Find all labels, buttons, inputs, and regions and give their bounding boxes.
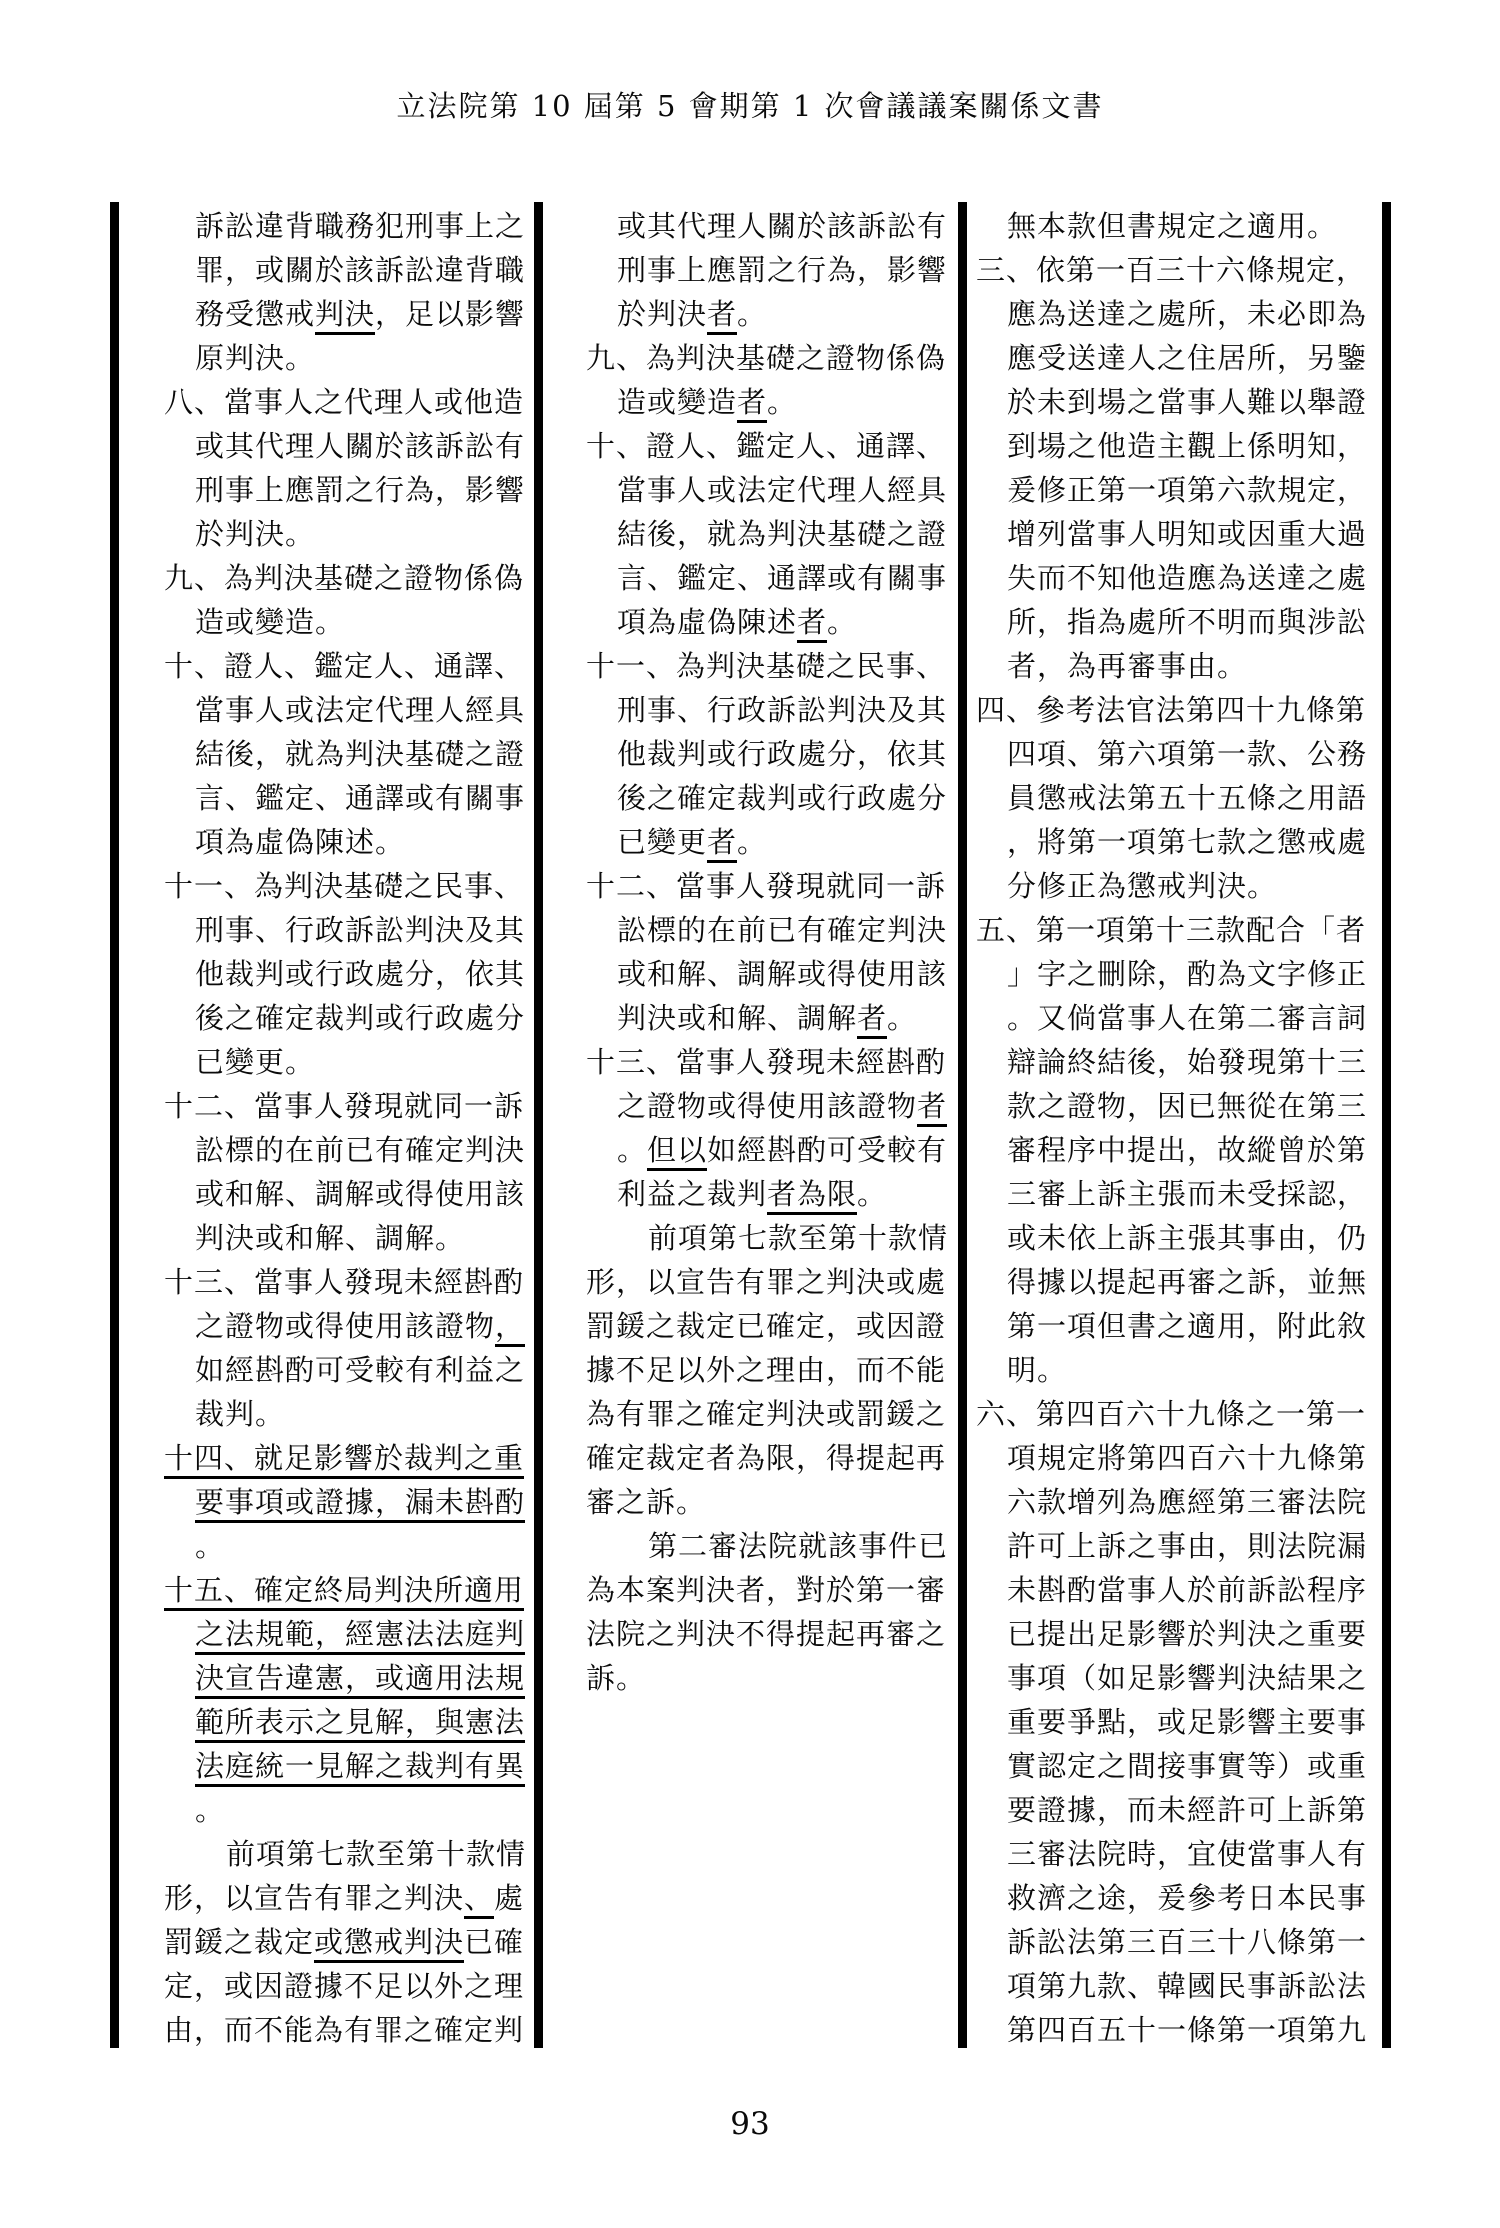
text-line — [976, 688, 1396, 732]
text-segment: 裁判。 — [195, 1397, 286, 1431]
text-line — [586, 1128, 1006, 1172]
text-line — [164, 1744, 584, 1788]
text-segment: 第四百五十一條第一項第九 — [1007, 2013, 1368, 2047]
text-segment: 十一、為判決基礎之民事、 — [164, 869, 525, 903]
underlined-text: 者 — [707, 297, 737, 335]
text-segment: 定，或因證據不足以外之理 — [164, 1969, 525, 2003]
text-segment: 項第九款、韓國民事訴訟法 — [1007, 1969, 1368, 2003]
text-line — [976, 1876, 1396, 1920]
underlined-text: 、 — [464, 1881, 494, 1919]
text-segment: 所，指為處所不明而與涉訟 — [1007, 605, 1368, 639]
text-line — [164, 1788, 584, 1832]
underlined-text: 法庭統一見解之裁判有異 — [195, 1749, 525, 1787]
text-line — [976, 952, 1396, 996]
underlined-text: 判決 — [315, 297, 375, 335]
text-line — [586, 1084, 1006, 1128]
text-segment: 造或變造。 — [195, 605, 346, 639]
column-1 — [164, 204, 584, 2052]
text-segment: 言、鑑定、通譯或有關事 — [195, 781, 526, 815]
text-segment: 訟標的在前已有確定判決 — [195, 1133, 526, 1167]
text-segment: 。 — [737, 825, 768, 859]
text-line — [976, 248, 1396, 292]
text-segment: 形，以宣告有罪之判決或處 — [586, 1265, 947, 1299]
text-line — [164, 600, 584, 644]
text-segment: 得據以提起再審之訴，並無 — [1007, 1265, 1368, 1299]
text-segment: 前項第七款至第十款情 — [226, 1837, 527, 1871]
page-title: 立法院第 10 屆第 5 會期第 1 次會議議案關係文書 — [396, 89, 1104, 123]
text-segment: 利益之裁判 — [617, 1177, 768, 1211]
text-segment: 判決或和解、調解 — [617, 1001, 858, 1035]
text-line — [976, 204, 1396, 248]
text-segment: 他裁判或行政處分，依其 — [617, 737, 948, 771]
text-line — [976, 1964, 1396, 2008]
text-segment: 明。 — [1007, 1353, 1068, 1387]
text-line — [164, 1480, 584, 1524]
text-line — [164, 468, 584, 512]
text-segment: 後之確定裁判或行政處分 — [195, 1001, 526, 1035]
text-line — [976, 468, 1396, 512]
text-line — [586, 1436, 1006, 1480]
text-segment: 款之證物，因已無從在第三 — [1007, 1089, 1368, 1123]
text-line — [976, 908, 1396, 952]
text-segment: 罪，或關於該訴訟違背職 — [195, 253, 526, 287]
underlined-text: 或懲戒判決 — [314, 1925, 464, 1963]
text-line — [976, 424, 1396, 468]
text-line — [164, 1084, 584, 1128]
text-line — [976, 1524, 1396, 1568]
text-segment: 已確 — [464, 1925, 525, 1959]
text-line — [586, 1260, 1006, 1304]
text-segment: 。 — [887, 1001, 918, 1035]
text-line — [586, 1348, 1006, 1392]
text-segment: 十二、當事人發現就同一訴 — [164, 1089, 525, 1123]
text-line — [164, 1436, 584, 1480]
text-segment: 。 — [767, 385, 798, 419]
underlined-text: 要事項或證據，漏未斟酌 — [195, 1485, 525, 1523]
text-segment: 者，為再審事由。 — [1007, 649, 1248, 683]
text-segment: 無本款但書規定之適用。 — [1007, 209, 1338, 243]
text-line — [586, 1040, 1006, 1084]
text-line — [164, 644, 584, 688]
text-line — [164, 1392, 584, 1436]
text-segment: 到場之他造主觀上係明知， — [1007, 429, 1368, 463]
text-line — [164, 512, 584, 556]
text-line — [586, 1392, 1006, 1436]
text-segment: 項為虛偽陳述 — [617, 605, 798, 639]
text-segment: 六、第四百六十九條之一第一 — [976, 1397, 1367, 1431]
text-line — [586, 1216, 1006, 1260]
text-line — [976, 1040, 1396, 1084]
text-line — [976, 292, 1396, 336]
text-line — [586, 644, 1006, 688]
text-segment: 三審上訴主張而未受採認， — [1007, 1177, 1368, 1211]
text-line — [164, 292, 584, 336]
text-segment: 確定裁定者為限，得提起再 — [586, 1441, 947, 1475]
text-segment: 十三、當事人發現未經斟酌 — [164, 1265, 525, 1299]
text-segment: 結後，就為判決基礎之證 — [195, 737, 526, 771]
text-segment: 。 — [737, 297, 768, 331]
text-segment: 或未依上訴主張其事由，仍 — [1007, 1221, 1368, 1255]
text-line — [976, 1788, 1396, 1832]
text-segment: 訴訟違背職務犯刑事上之 — [195, 209, 526, 243]
text-line — [164, 336, 584, 380]
text-line — [586, 688, 1006, 732]
text-segment: 第二審法院就該事件已 — [648, 1529, 949, 1563]
text-segment: 十、證人、鑑定人、通譯、 — [164, 649, 525, 683]
text-line — [164, 1128, 584, 1172]
underlined-text: 之法規範，經憲法法庭判 — [195, 1617, 525, 1655]
text-line — [976, 600, 1396, 644]
text-line — [164, 1612, 584, 1656]
text-segment: 罰鍰之裁定 — [164, 1925, 315, 1959]
text-line — [164, 952, 584, 996]
underlined-text: 十四、就足影響於裁判之重 — [164, 1441, 524, 1479]
text-segment: 失而不知他造應為送達之處 — [1007, 561, 1368, 595]
text-line — [586, 336, 1006, 380]
underlined-text: 範所表示之見解，與憲法 — [195, 1705, 525, 1743]
text-line — [586, 996, 1006, 1040]
text-line — [164, 1832, 584, 1876]
text-segment: ，足以影響 — [375, 297, 526, 331]
text-line — [976, 1216, 1396, 1260]
text-segment: 當事人或法定代理人經具 — [195, 693, 526, 727]
text-segment: 項規定將第四百六十九條第 — [1007, 1441, 1368, 1475]
text-segment: 處 — [494, 1881, 525, 1915]
text-line — [164, 776, 584, 820]
text-segment: 已提出足影響於判決之重要 — [1007, 1617, 1368, 1651]
text-segment: 言、鑑定、通譯或有關事 — [617, 561, 948, 595]
text-segment: 形，以宣告有罪之判決 — [164, 1881, 465, 1915]
text-line — [976, 732, 1396, 776]
text-line — [164, 1304, 584, 1348]
text-segment: 後之確定裁判或行政處分 — [617, 781, 948, 815]
column-2 — [586, 204, 1006, 1700]
text-segment: 。又倘當事人在第二審言詞 — [1007, 1001, 1368, 1035]
text-segment: 。 — [827, 605, 858, 639]
text-segment: 十二、當事人發現就同一訴 — [586, 869, 947, 903]
text-line — [164, 1700, 584, 1744]
text-segment: 辯論終結後，始發現第十三 — [1007, 1045, 1368, 1079]
text-line — [976, 2008, 1396, 2052]
text-line — [976, 1084, 1396, 1128]
text-segment: 四項、第六項第一款、公務 — [1007, 737, 1368, 771]
text-line — [164, 908, 584, 952]
text-line — [586, 1612, 1006, 1656]
text-line — [976, 1700, 1396, 1744]
text-line — [976, 1744, 1396, 1788]
text-segment: 十一、為判決基礎之民事、 — [586, 649, 947, 683]
underlined-text: 者 — [707, 825, 737, 863]
text-line — [976, 1128, 1396, 1172]
text-line — [976, 1392, 1396, 1436]
text-line — [586, 776, 1006, 820]
text-line — [976, 1568, 1396, 1612]
underlined-text: 者 — [737, 385, 767, 423]
text-line — [586, 248, 1006, 292]
text-line — [586, 820, 1006, 864]
text-segment: 分修正為懲戒判決。 — [1007, 869, 1278, 903]
underlined-text: 者為限 — [767, 1177, 857, 1215]
text-line — [586, 424, 1006, 468]
text-segment: 判決或和解、調解。 — [195, 1221, 466, 1255]
text-segment: 或和解、調解或得使用該 — [617, 957, 948, 991]
text-line — [164, 1568, 584, 1612]
text-line — [586, 600, 1006, 644]
underlined-text: 者 — [797, 605, 827, 643]
text-segment: 之證物或得使用該證物 — [195, 1309, 496, 1343]
page-number: 93 — [730, 2106, 770, 2142]
text-segment: 之證物或得使用該證物 — [617, 1089, 918, 1123]
text-line — [164, 1348, 584, 1392]
text-segment: 刑事上應罰之行為，影響 — [617, 253, 948, 287]
underlined-text: 者 — [917, 1089, 947, 1127]
text-segment: 。 — [195, 1793, 226, 1827]
text-line — [164, 380, 584, 424]
text-line — [976, 864, 1396, 908]
text-segment: 為有罪之確定判決或罰鍰之 — [586, 1397, 947, 1431]
text-segment: 。 — [857, 1177, 888, 1211]
underlined-text: 決宣告違憲，或適用法規 — [195, 1661, 525, 1699]
text-line — [164, 1260, 584, 1304]
text-segment: 於判決 — [617, 297, 708, 331]
text-segment: 六款增列為應經第三審法院 — [1007, 1485, 1368, 1519]
text-segment: 九、為判決基礎之證物係偽 — [586, 341, 947, 375]
text-line — [164, 1524, 584, 1568]
text-segment: 結後，就為判決基礎之證 — [617, 517, 948, 551]
text-line — [164, 1964, 584, 2008]
text-line — [976, 1304, 1396, 1348]
text-segment: 當事人或法定代理人經具 — [617, 473, 948, 507]
text-line — [164, 1656, 584, 1700]
text-segment: 救濟之途，爰參考日本民事 — [1007, 1881, 1368, 1915]
text-line — [976, 336, 1396, 380]
text-segment: 訴。 — [586, 1661, 647, 1695]
text-line — [164, 204, 584, 248]
text-segment: 訟標的在前已有確定判決 — [617, 913, 948, 947]
text-segment: 三、依第一百三十六條規定， — [976, 253, 1367, 287]
text-segment: 他裁判或行政處分，依其 — [195, 957, 526, 991]
text-segment: 或和解、調解或得使用該 — [195, 1177, 526, 1211]
text-line — [976, 1480, 1396, 1524]
text-line — [976, 512, 1396, 556]
text-segment: 爰修正第一項第六款規定， — [1007, 473, 1368, 507]
text-line — [164, 996, 584, 1040]
text-line — [164, 2008, 584, 2052]
text-line — [586, 292, 1006, 336]
text-line — [164, 1040, 584, 1084]
text-segment: 。 — [617, 1133, 648, 1167]
text-line — [976, 1612, 1396, 1656]
text-line — [976, 1920, 1396, 1964]
text-segment: 前項第七款至第十款情 — [648, 1221, 949, 1255]
text-segment: 十、證人、鑑定人、通譯、 — [586, 429, 947, 463]
text-segment: 如經斟酌可受較有利益之 — [195, 1353, 526, 1387]
text-segment: 八、當事人之代理人或他造 — [164, 385, 525, 419]
text-segment: 。 — [195, 1529, 226, 1563]
text-line — [164, 1216, 584, 1260]
column-divider-bar-left — [110, 202, 119, 2048]
text-segment: 增列當事人明知或因重大過 — [1007, 517, 1368, 551]
text-line — [586, 512, 1006, 556]
text-segment: 九、為判決基礎之證物係偽 — [164, 561, 525, 595]
text-segment: 原判決。 — [195, 341, 316, 375]
text-line — [976, 996, 1396, 1040]
text-line — [164, 1172, 584, 1216]
text-segment: 由，而不能為有罪之確定判 — [164, 2013, 525, 2047]
underlined-text: 但以 — [647, 1133, 707, 1171]
underlined-text: 者 — [857, 1001, 887, 1039]
text-line — [586, 204, 1006, 248]
text-segment: 實認定之間接事實等）或重 — [1007, 1749, 1368, 1783]
text-segment: 員懲戒法第五十五條之用語 — [1007, 781, 1368, 815]
text-segment: 務受懲戒 — [195, 297, 316, 331]
text-line — [976, 1436, 1396, 1480]
text-segment: 第一項但書之適用，附此敘 — [1007, 1309, 1368, 1343]
text-line — [586, 556, 1006, 600]
text-segment: ，將第一項第七款之懲戒處 — [1007, 825, 1368, 859]
text-line — [976, 644, 1396, 688]
text-segment: 應為送達之處所，未必即為 — [1007, 297, 1368, 331]
text-segment: 造或變造 — [617, 385, 738, 419]
text-line — [164, 688, 584, 732]
text-line — [976, 556, 1396, 600]
text-line — [586, 732, 1006, 776]
text-segment: 如經斟酌可受較有 — [707, 1133, 948, 1167]
text-line — [976, 1348, 1396, 1392]
text-line — [164, 556, 584, 600]
underlined-text: ， — [495, 1309, 525, 1347]
text-line — [586, 1656, 1006, 1700]
text-line — [976, 1260, 1396, 1304]
text-line — [164, 1876, 584, 1920]
text-segment: 刑事、行政訴訟判決及其 — [617, 693, 948, 727]
text-line — [586, 1524, 1006, 1568]
text-line — [586, 952, 1006, 996]
text-segment: 重要爭點，或足影響主要事 — [1007, 1705, 1368, 1739]
text-segment: 法院之判決不得提起再審之 — [586, 1617, 947, 1651]
text-line — [976, 776, 1396, 820]
text-segment: 或其代理人關於該訴訟有 — [195, 429, 526, 463]
text-segment: 許可上訴之事由，則法院漏 — [1007, 1529, 1368, 1563]
text-segment: 刑事、行政訴訟判決及其 — [195, 913, 526, 947]
text-line — [586, 1568, 1006, 1612]
text-line — [976, 820, 1396, 864]
text-line — [164, 1920, 584, 1964]
text-segment: 未斟酌當事人於前訴訟程序 — [1007, 1573, 1368, 1607]
text-segment: 於判決。 — [195, 517, 316, 551]
text-line — [164, 864, 584, 908]
text-line — [586, 908, 1006, 952]
text-segment: 據不足以外之理由，而不能 — [586, 1353, 947, 1387]
text-segment: 五、第一項第十三款配合「者 — [976, 913, 1367, 947]
text-segment: 已變更 — [617, 825, 708, 859]
text-line — [976, 380, 1396, 424]
text-segment: 三審法院時，宜使當事人有 — [1007, 1837, 1368, 1871]
text-line — [586, 380, 1006, 424]
text-segment: 四、參考法官法第四十九條第 — [976, 693, 1367, 727]
text-line — [586, 1304, 1006, 1348]
text-segment: 已變更。 — [195, 1045, 316, 1079]
text-segment: 項為虛偽陳述。 — [195, 825, 406, 859]
text-line — [164, 424, 584, 468]
text-line — [976, 1832, 1396, 1876]
text-segment: 於未到場之當事人難以舉證 — [1007, 385, 1368, 419]
text-line — [164, 732, 584, 776]
column-3 — [976, 204, 1396, 2052]
text-segment: 罰鍰之裁定已確定，或因證 — [586, 1309, 947, 1343]
text-line — [164, 820, 584, 864]
text-segment: 事項（如足影響判決結果之 — [1007, 1661, 1368, 1695]
underlined-text: 十五、確定終局判決所適用 — [164, 1573, 524, 1611]
text-line — [976, 1172, 1396, 1216]
text-segment: 審程序中提出，故縱曾於第 — [1007, 1133, 1368, 1167]
text-line — [976, 1656, 1396, 1700]
text-segment: 審之訴。 — [586, 1485, 707, 1519]
text-segment: 或其代理人關於該訴訟有 — [617, 209, 948, 243]
text-line — [586, 1480, 1006, 1524]
text-segment: 」字之刪除，酌為文字修正 — [1007, 957, 1368, 991]
text-segment: 訴訟法第三百三十八條第一 — [1007, 1925, 1368, 1959]
text-segment: 為本案判決者，對於第一審 — [586, 1573, 947, 1607]
text-line — [586, 864, 1006, 908]
text-segment: 應受送達人之住居所，另鑒 — [1007, 341, 1368, 375]
text-segment: 要證據，而未經許可上訴第 — [1007, 1793, 1368, 1827]
text-line — [586, 1172, 1006, 1216]
text-line — [164, 248, 584, 292]
text-segment: 刑事上應罰之行為，影響 — [195, 473, 526, 507]
text-segment: 十三、當事人發現未經斟酌 — [586, 1045, 947, 1079]
text-line — [586, 468, 1006, 512]
